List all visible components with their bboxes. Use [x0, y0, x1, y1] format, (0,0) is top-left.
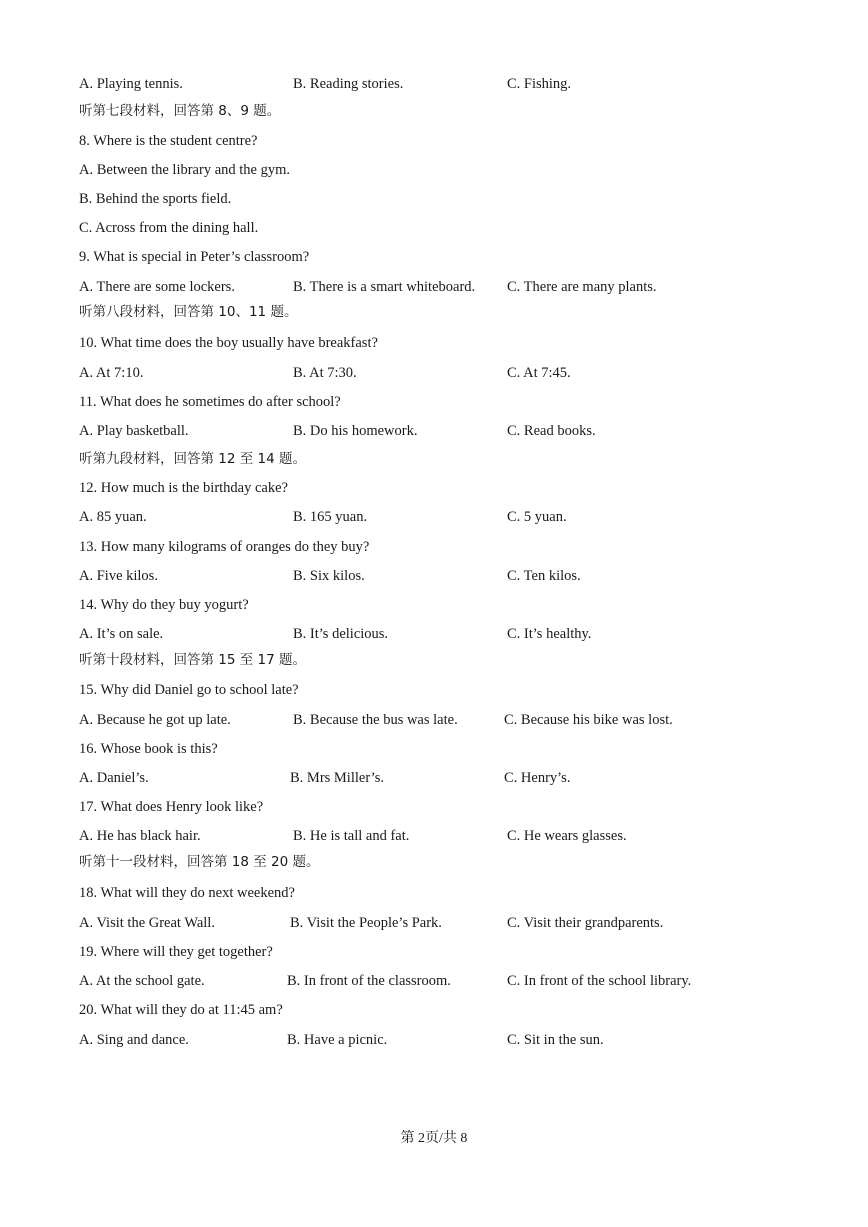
options-row	[79, 363, 779, 383]
option-c: C. 5 yuan.	[507, 509, 567, 525]
options-row	[79, 277, 779, 297]
options-row	[79, 421, 779, 441]
option-c: C. Ten kilos.	[507, 568, 581, 584]
options-row	[79, 566, 779, 586]
option-a: A. At the school gate.	[79, 973, 205, 989]
question-text: 8. Where is the student centre?	[79, 133, 258, 149]
section-heading: 听第九段材料，回答第 12 至 14 题。	[79, 451, 307, 467]
option-a: A. Visit the Great Wall.	[79, 915, 215, 931]
option-a: A. At 7:10.	[79, 365, 144, 381]
question-text: C. Across from the dining hall.	[79, 220, 259, 236]
question-text: B. Behind the sports field.	[79, 191, 232, 207]
option-b: B. Do his homework.	[293, 423, 418, 439]
option-a: A. Sing and dance.	[79, 1032, 189, 1048]
option-b: B. In front of the classroom.	[287, 973, 451, 989]
option-c: C. Read books.	[507, 423, 596, 439]
question-text: 10. What time does the boy usually have breakfast?	[79, 335, 378, 351]
option-b: B. It’s delicious.	[293, 626, 389, 642]
question-text: 13. How many kilograms of oranges do they buy?	[79, 539, 370, 555]
question-text: A. Between the library and the gym.	[79, 162, 290, 178]
option-b: B. Because the bus was late.	[293, 712, 458, 728]
option-c: C. He wears glasses.	[507, 828, 627, 844]
option-a: A. He has black hair.	[79, 828, 201, 844]
option-a: A. Daniel’s.	[79, 770, 149, 786]
options-row	[79, 710, 779, 730]
options-row	[79, 826, 779, 846]
options-row	[79, 624, 779, 644]
option-c: C. Visit their grandparents.	[507, 915, 664, 931]
section-heading: 听第十段材料，回答第 15 至 17 题。	[79, 652, 307, 668]
option-a: A. There are some lockers.	[79, 279, 235, 295]
options-row	[79, 74, 779, 94]
option-b: B. He is tall and fat.	[293, 828, 410, 844]
option-c: C. Henry’s.	[504, 770, 571, 786]
options-row	[79, 913, 779, 933]
option-a: A. It’s on sale.	[79, 626, 164, 642]
question-text: 17. What does Henry look like?	[79, 799, 264, 815]
option-a: A. 85 yuan.	[79, 509, 147, 525]
options-row	[79, 768, 779, 788]
question-text: 9. What is special in Peter’s classroom?	[79, 249, 310, 265]
section-heading: 听第七段材料，回答第 8、9 题。	[79, 103, 281, 119]
question-text: 18. What will they do next weekend?	[79, 885, 295, 901]
option-a: A. Play basketball.	[79, 423, 189, 439]
question-text: 19. Where will they get together?	[79, 944, 273, 960]
option-b: B. Have a picnic.	[287, 1032, 388, 1048]
options-row	[79, 971, 779, 991]
question-text: 11. What does he sometimes do after school?	[79, 394, 341, 410]
option-b: B. Mrs Miller’s.	[290, 770, 384, 786]
option-b: B. 165 yuan.	[293, 509, 368, 525]
page-footer: 第 2页/共 8	[400, 1131, 468, 1146]
options-row	[79, 507, 779, 527]
option-b: B. Six kilos.	[293, 568, 365, 584]
option-c: C. Because his bike was lost.	[504, 712, 673, 728]
option-a: A. Because he got up late.	[79, 712, 231, 728]
option-b: B. There is a smart whiteboard.	[293, 279, 476, 295]
option-b: B. Visit the People’s Park.	[290, 915, 442, 931]
question-text: 12. How much is the birthday cake?	[79, 480, 288, 496]
option-c: C. It’s healthy.	[507, 626, 592, 642]
section-heading: 听第八段材料，回答第 10、11 题。	[79, 304, 298, 320]
option-a: A. Playing tennis.	[79, 76, 183, 92]
option-b: B. Reading stories.	[293, 76, 404, 92]
question-text: 16. Whose book is this?	[79, 741, 218, 757]
option-a: A. Five kilos.	[79, 568, 158, 584]
option-c: C. There are many plants.	[507, 279, 657, 295]
option-c: C. Sit in the sun.	[507, 1032, 604, 1048]
option-b: B. At 7:30.	[293, 365, 357, 381]
options-row	[79, 1030, 779, 1050]
section-heading: 听第十一段材料，回答第 18 至 20 题。	[79, 854, 320, 870]
option-c: C. Fishing.	[507, 76, 572, 92]
question-text: 14. Why do they buy yogurt?	[79, 597, 249, 613]
question-text: 15. Why did Daniel go to school late?	[79, 682, 299, 698]
option-c: C. In front of the school library.	[507, 973, 692, 989]
option-c: C. At 7:45.	[507, 365, 571, 381]
question-text: 20. What will they do at 11:45 am?	[79, 1002, 283, 1018]
